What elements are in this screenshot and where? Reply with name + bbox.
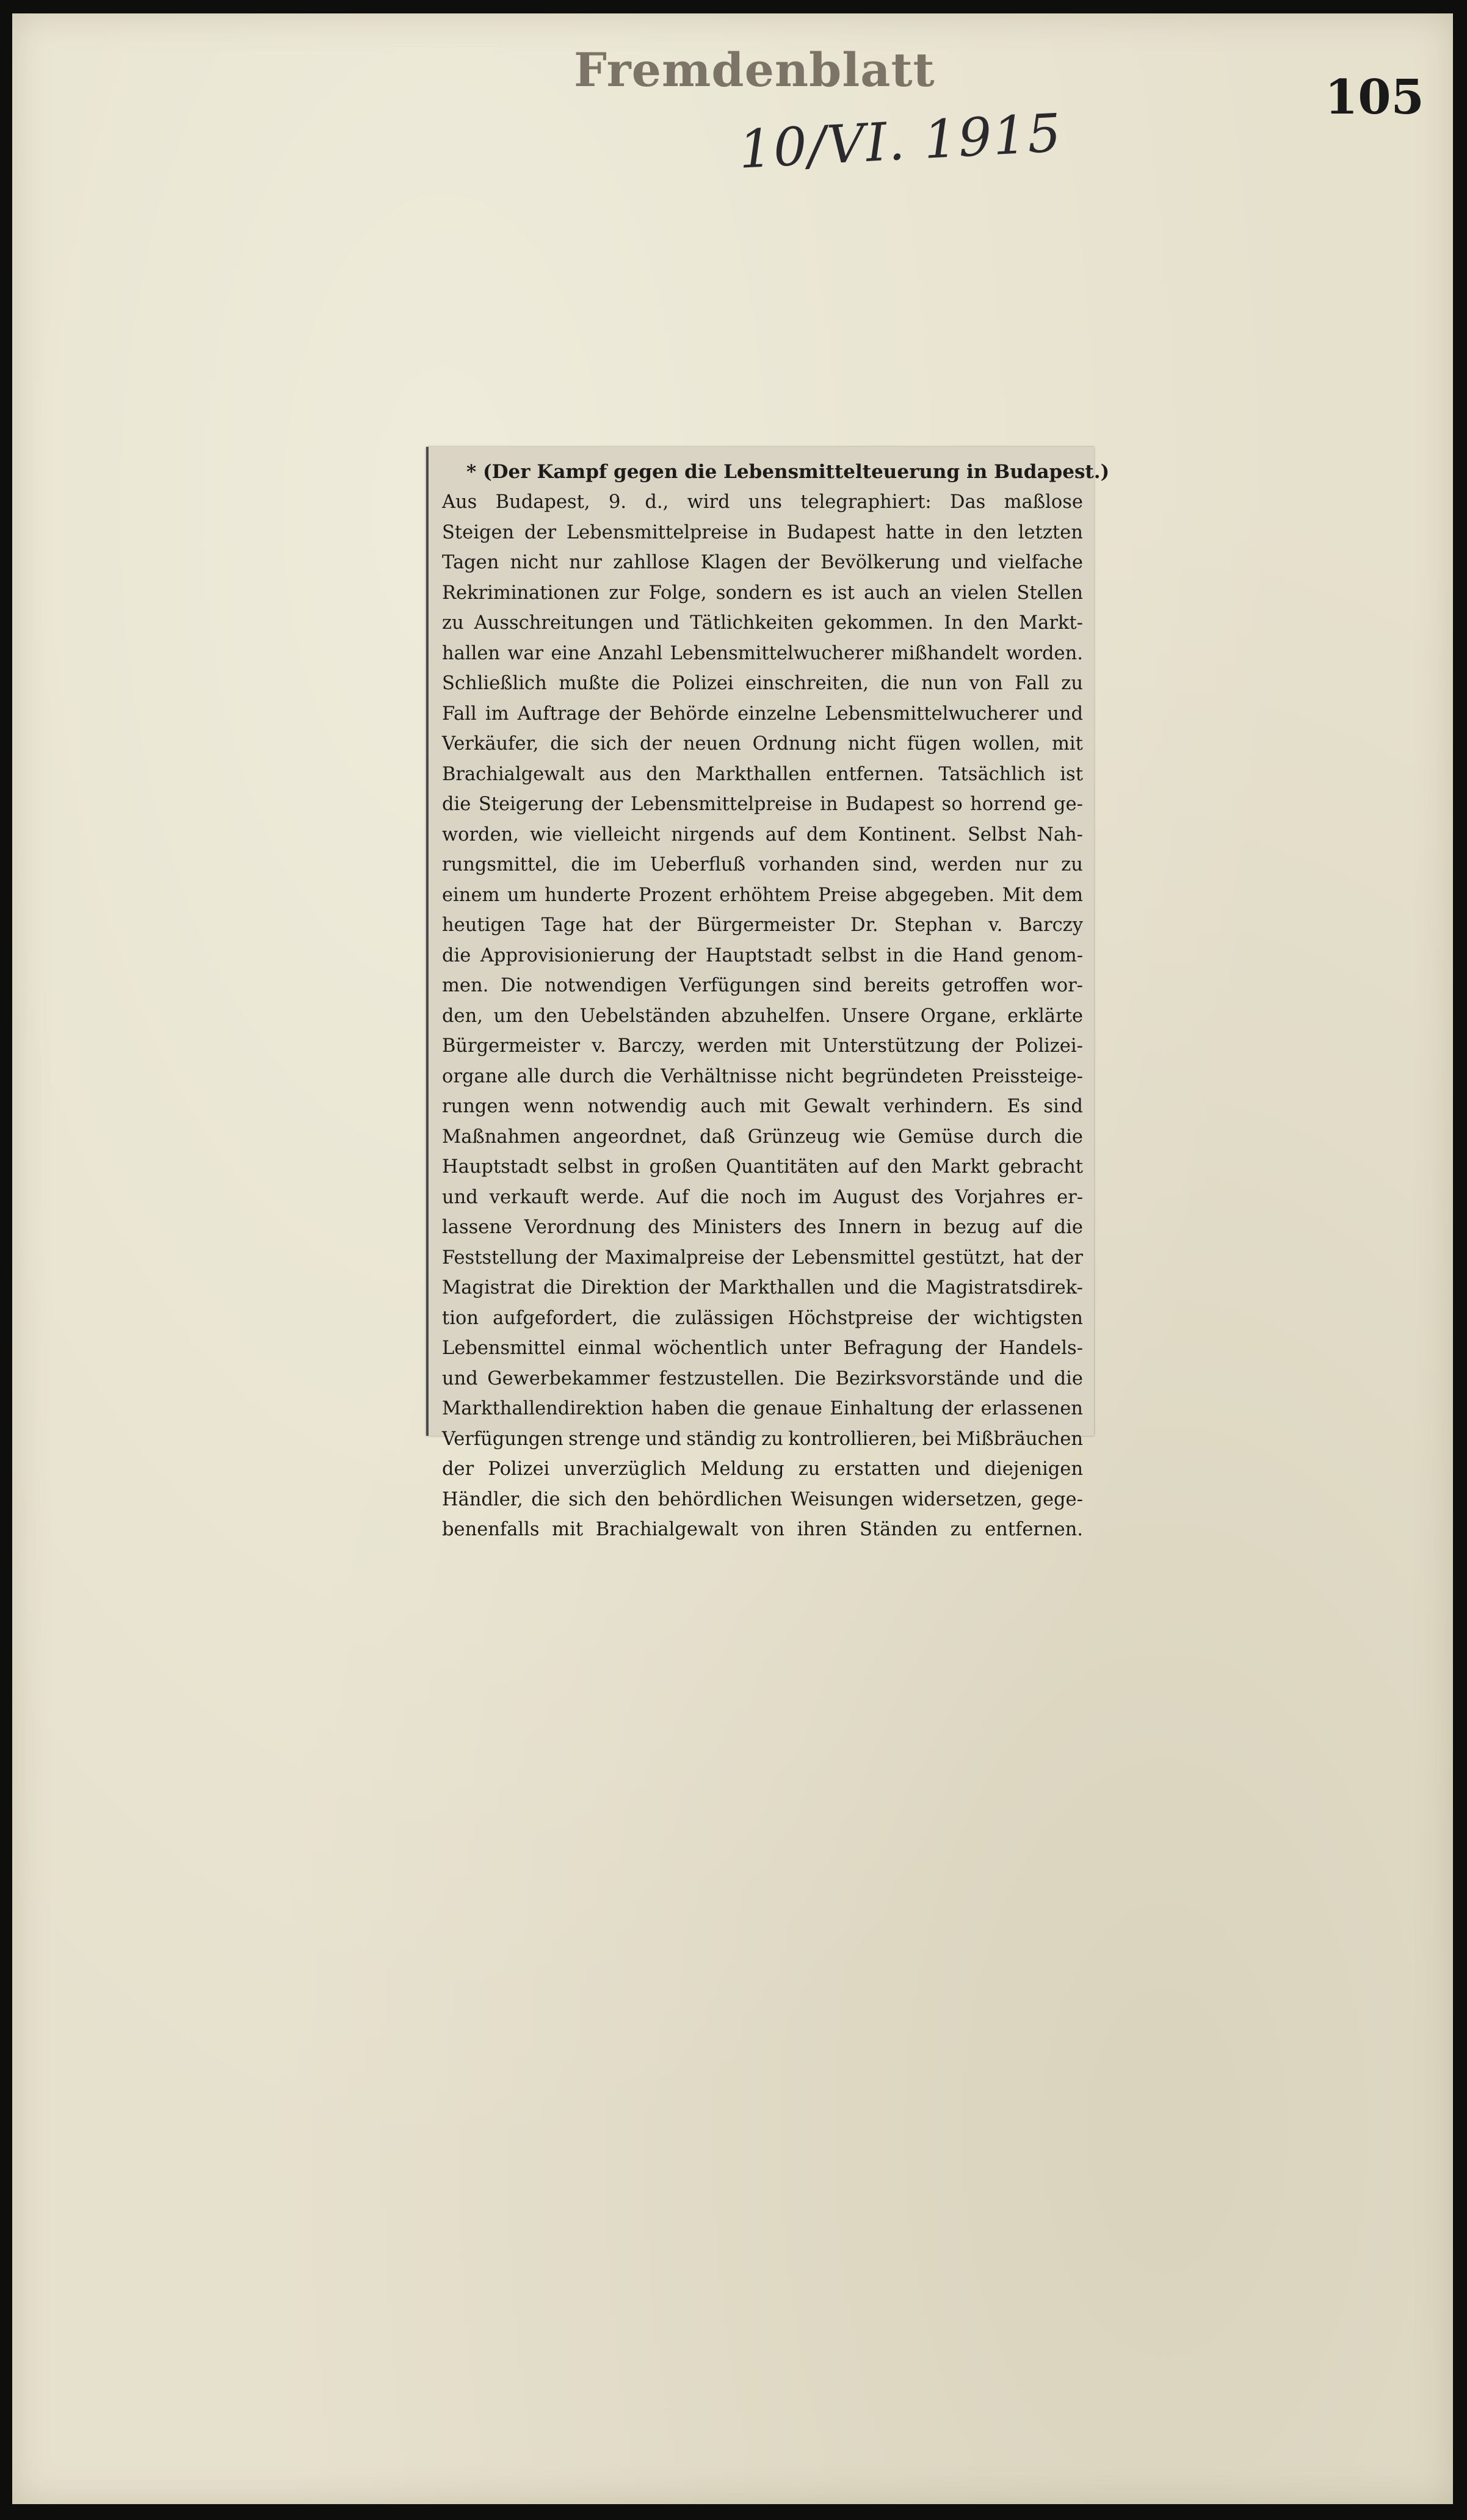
text-line: tion aufgefordert, die zulässigen Höchstpreise der wichtigsten	[442, 1307, 1083, 1329]
text-line: Händler, die sich den behördlichen Weisungen widersetzen, gege-	[442, 1488, 1083, 1510]
text-line: rungsmittel, die im Ueberfluß vorhanden sind, werden nur zu	[442, 854, 1083, 875]
text-line: der Polizei unverzüglich Meldung zu erstatten und diejenigen	[442, 1458, 1083, 1480]
text-line: Magistrat die Direktion der Markthallen und die Magistratsdirek-	[442, 1277, 1083, 1298]
archive-sheet	[12, 13, 1453, 2504]
text-line: hallen war eine Anzahl Lebensmittelwucherer mißhandelt worden.	[442, 642, 1083, 664]
text-line: organe alle durch die Verhältnisse nicht begründeten Preissteige-	[442, 1065, 1083, 1087]
text-line: Hauptstadt selbst in großen Quantitäten auf den Markt gebracht	[442, 1156, 1083, 1178]
text-line: Schließlich mußte die Polizei einschreiten, die nun von Fall zu	[442, 673, 1083, 694]
clipping-heading: * (Der Kampf gegen die Lebensmittelteuerung in Budapest.)	[466, 461, 1110, 483]
text-line: Rekriminationen zur Folge, sondern es ist auch an vielen Stellen	[442, 582, 1083, 604]
clipping-body	[442, 487, 1083, 1545]
newspaper-stamp: Fremdenblatt	[574, 43, 935, 97]
page-number: 105	[1325, 70, 1424, 125]
text-line: Markthallendirektion haben die genaue Einhaltung der erlassenen	[442, 1398, 1083, 1419]
text-line: men. Die notwendigen Verfügungen sind bereits getroffen wor-	[442, 975, 1083, 996]
text-line: Feststellung der Maximalpreise der Lebensmittel gestützt, hat der	[442, 1247, 1083, 1269]
text-line: den, um den Uebelständen abzuhelfen. Unsere Organe, erklärte	[442, 1005, 1083, 1027]
text-line: Verkäufer, die sich der neuen Ordnung nicht fügen wollen, mit	[442, 733, 1083, 755]
text-line: und Gewerbekammer festzustellen. Die Bezirksvorstände und die	[442, 1367, 1083, 1389]
text-line: Verfügungen strenge und ständig zu kontrollieren, bei Mißbräuchen	[442, 1428, 1083, 1450]
text-line: und verkauft werde. Auf die noch im August des Vorjahres er-	[442, 1186, 1083, 1208]
text-line: Fall im Auftrage der Behörde einzelne Lebensmittelwucherer und	[442, 703, 1083, 725]
text-line: die Approvisionierung der Hauptstadt selbst in die Hand genom-	[442, 944, 1083, 966]
text-line: Aus Budapest, 9. d., wird uns telegraphiert: Das maßlose	[442, 491, 1083, 513]
text-line: Maßnahmen angeordnet, daß Grünzeug wie Gemüse durch die	[442, 1126, 1083, 1148]
text-line: Lebensmittel einmal wöchentlich unter Befragung der Handels-	[442, 1338, 1083, 1359]
text-line: einem um hunderte Prozent erhöhtem Preise abgegeben. Mit dem	[442, 884, 1083, 906]
text-line: Bürgermeister v. Barczy, werden mit Unterstützung der Polizei-	[442, 1035, 1083, 1057]
newspaper-clipping	[426, 447, 1110, 1540]
text-line: lassene Verordnung des Ministers des Innern in bezug auf die	[442, 1217, 1083, 1238]
text-line: worden, wie vielleicht nirgends auf dem Kontinent. Selbst Nah-	[442, 824, 1083, 845]
text-line: zu Ausschreitungen und Tätlichkeiten gekommen. In den Markt-	[442, 612, 1083, 634]
text-line: Brachialgewalt aus den Markthallen entfernen. Tatsächlich ist	[442, 763, 1083, 785]
text-line: Steigen der Lebensmittelpreise in Budapest hatte in den letzten	[442, 521, 1083, 543]
text-line: Tagen nicht nur zahllose Klagen der Bevölkerung und vielfache	[442, 552, 1083, 573]
text-line: die Steigerung der Lebensmittelpreise in Budapest so horrend ge-	[442, 794, 1083, 815]
text-line: heutigen Tage hat der Bürgermeister Dr. Stephan v. Barczy	[442, 914, 1083, 936]
handwritten-date: 10/VI. 1915	[737, 103, 1064, 181]
text-line: rungen wenn notwendig auch mit Gewalt verhindern. Es sind	[442, 1096, 1083, 1117]
text-line: benenfalls mit Brachialgewalt von ihren Ständen zu entfernen.	[442, 1519, 1083, 1540]
